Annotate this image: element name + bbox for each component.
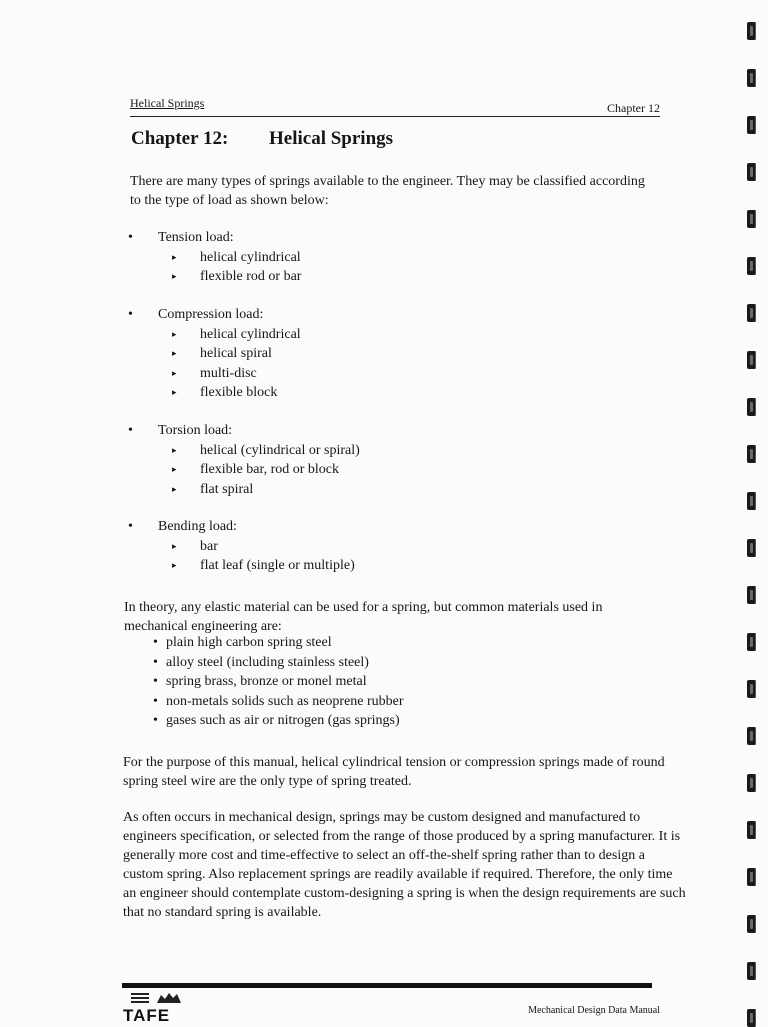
list-item: ▸ helical (cylindrical or spiral) <box>128 441 548 461</box>
binding-hole <box>747 69 755 87</box>
binding-hole <box>747 868 755 886</box>
list-item: ▸ flexible bar, rod or block <box>128 460 548 480</box>
binding-hole <box>747 492 755 510</box>
binding-hole <box>747 257 755 275</box>
logo-emblem-icon <box>129 992 185 1004</box>
chapter-title <box>131 128 393 150</box>
binding-hole <box>747 962 755 980</box>
list-item: ▸ flat leaf (single or multiple) <box>128 556 548 576</box>
logo-wordmark: TAFE <box>123 1006 171 1025</box>
binding-hole <box>747 116 755 134</box>
tafe-logo <box>123 990 193 1024</box>
materials-intro-paragraph: In theory, any elastic material can be used for a spring, but common materials used in mechanical engineering are: <box>124 600 603 634</box>
chapter-name: Helical Springs <box>269 128 394 149</box>
list-item: • non-metals solids such as neoprene rubber <box>150 692 404 712</box>
binding-hole <box>747 304 755 322</box>
load-type-list <box>128 248 548 287</box>
binding-hole <box>747 821 755 839</box>
intro-paragraph: There are many types of springs available to the engineer. They may be classified according to the type of load as shown below: <box>130 174 645 208</box>
binding-hole <box>747 398 755 416</box>
binding-hole <box>747 351 755 369</box>
header-chapter-label: Chapter 12 <box>607 101 660 115</box>
load-group-tension <box>128 228 548 287</box>
load-type-heading: • Bending load: <box>128 517 548 537</box>
binding-hole <box>747 445 755 463</box>
binding-hole <box>747 915 755 933</box>
footer-rule <box>122 983 652 988</box>
load-group-torsion <box>128 421 548 499</box>
load-group-bending <box>128 517 548 576</box>
binding-holes <box>740 0 768 1024</box>
load-type-list <box>128 537 548 576</box>
load-group-compression <box>128 305 548 403</box>
list-item: • plain high carbon spring steel <box>150 633 404 653</box>
load-type-heading: • Torsion load: <box>128 421 548 441</box>
chapter-number: Chapter 12: <box>131 128 229 149</box>
list-item: ▸ bar <box>128 537 548 557</box>
running-header <box>130 94 660 117</box>
binding-hole <box>747 633 755 651</box>
list-item: ▸ multi-disc <box>128 364 548 384</box>
list-item: • spring brass, bronze or monel metal <box>150 672 404 692</box>
binding-hole <box>747 586 755 604</box>
binding-hole <box>747 774 755 792</box>
list-item: ▸ flexible rod or bar <box>128 267 548 287</box>
load-type-list <box>128 441 548 500</box>
load-type-heading: • Tension load: <box>128 228 548 248</box>
header-section-title: Helical Springs <box>130 96 205 110</box>
design-paragraph: As often occurs in mechanical design, springs may be custom designed and manufactured to engineers specification, or selected from the range of those produced by a spring manufacturer. It is generally more cost and time-effective to select an off-the-shelf spring rather than to design a custom spring. Also replacement springs are readily available if required. Therefore, the only time an engineer should contemplate custom-designing a spring is when the design requirements are such that no standard spring is available. <box>123 810 686 920</box>
list-item: ▸ flexible block <box>128 383 548 403</box>
binding-hole <box>747 727 755 745</box>
load-type-list <box>128 325 548 403</box>
footer-manual-title: Mechanical Design Data Manual <box>528 1005 660 1016</box>
list-item: ▸ helical spiral <box>128 344 548 364</box>
binding-hole <box>747 539 755 557</box>
list-item: ▸ flat spiral <box>128 480 548 500</box>
load-type-heading: • Compression load: <box>128 305 548 325</box>
binding-hole <box>747 163 755 181</box>
list-item: • alloy steel (including stainless steel) <box>150 653 404 673</box>
list-item: • gases such as air or nitrogen (gas springs) <box>150 711 404 731</box>
binding-hole <box>747 22 755 40</box>
binding-hole <box>747 1009 755 1027</box>
materials-list <box>150 633 404 731</box>
list-item: ▸ helical cylindrical <box>128 248 548 268</box>
list-item: ▸ helical cylindrical <box>128 325 548 345</box>
purpose-paragraph: For the purpose of this manual, helical cylindrical tension or compression springs made of round spring steel wire are the only type of spring treated. <box>123 755 665 789</box>
binding-hole <box>747 210 755 228</box>
binding-hole <box>747 680 755 698</box>
